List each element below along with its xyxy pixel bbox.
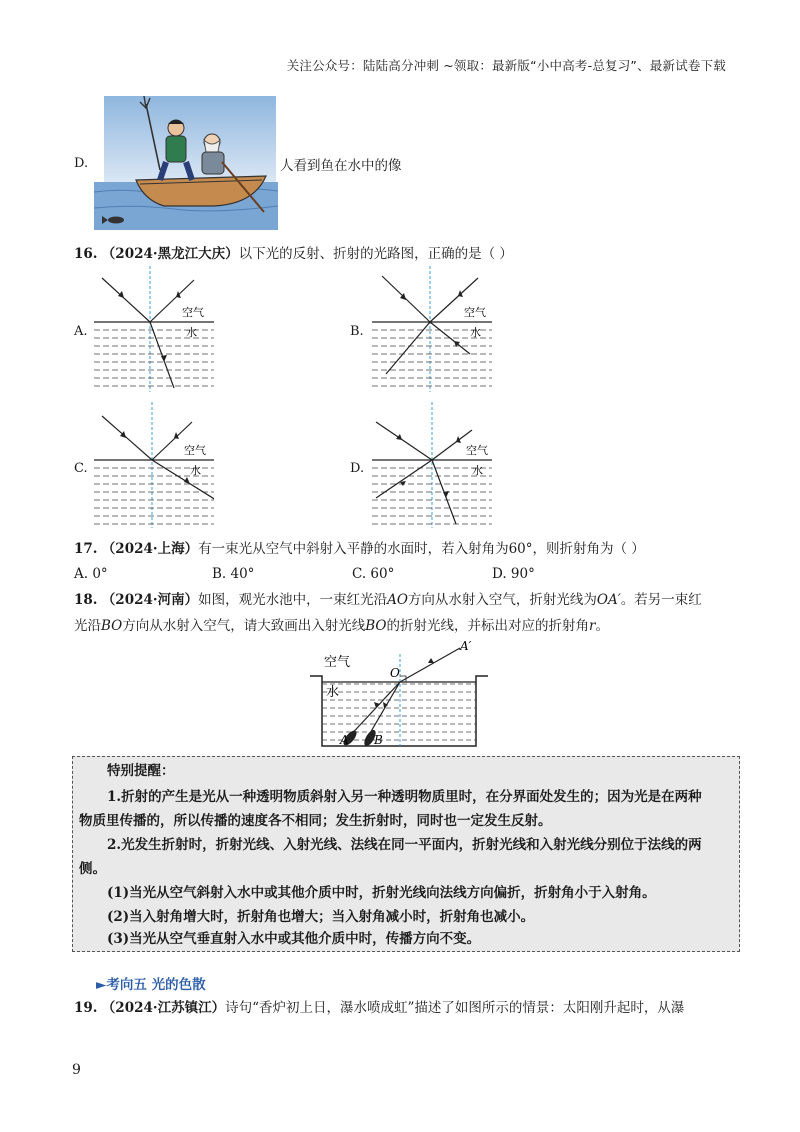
q16-number: 16.	[74, 246, 98, 262]
q19-stem	[74, 998, 684, 1018]
q18-text-1b: 方向从水射入空气，折射光线为	[407, 592, 597, 608]
tip-point-2b: 侧。	[79, 861, 106, 877]
q16-option-c-label: C.	[74, 461, 88, 476]
page-header: 关注公众号：陆陆高分冲刺 ~领取：最新版“小中高考-总复习”、最新试卷下载	[286, 58, 726, 73]
q18-text-2d: 。	[595, 618, 609, 634]
q18-point-a-prime: A′	[460, 640, 472, 653]
section-title: ►考向五 光的色散	[96, 977, 206, 993]
q17-choice-d: D. 90°	[492, 566, 535, 582]
q17-number: 17.	[74, 541, 98, 557]
q17-source: （2024·上海）	[101, 541, 199, 557]
special-reminder-box	[72, 756, 740, 952]
q18-text-2b: 方向从水射入空气，请大致画出入射光线	[122, 618, 366, 634]
tip-point-2a: 2.光发生折射时，折射光线、入射光线、法线在同一平面内，折射光线和入射光线分别位于法线的两	[107, 837, 702, 853]
q18-text-1c: 。若另一束红	[620, 592, 702, 608]
q17-stem	[74, 539, 645, 559]
tip-point-4: (2)当入射角增大时，折射角也增大；当入射角减小时，折射角也减小。	[107, 909, 535, 925]
q16-stem-text: 以下光的反射、折射的光路图，正确的是（ ）	[238, 246, 513, 262]
tip-point-5: (3)当光从空气垂直射入水中或其他介质中时，传播方向不变。	[107, 931, 481, 947]
q16-option-b-label: B.	[350, 324, 364, 339]
q16a-water-label: 水	[186, 326, 197, 339]
tip-point-1a: 1.折射的产生是光从一种透明物质斜射入另一种透明物质里时，在分界面处发生的；因为光是在两种	[107, 789, 702, 805]
q16-diagram-c	[94, 402, 214, 528]
tip-title: 特别提醒：	[107, 763, 175, 779]
q18-text-bo2: BO	[365, 618, 387, 634]
q16b-water-label: 水	[470, 326, 481, 339]
q18-text-2a: 光沿	[74, 618, 101, 634]
q19-stem-text: 诗句“香炉初上日，瀑水喷成虹”描述了如图所示的情景：太阳刚升起时，从瀑	[225, 1000, 685, 1016]
q18-pool-diagram	[310, 640, 490, 750]
q18-text-r: r	[589, 618, 596, 634]
q19-source: （2024·江苏镇江）	[101, 1000, 226, 1016]
q17-choice-b: B. 40°	[212, 566, 255, 582]
q18-point-a: A	[340, 733, 349, 747]
tip-point-3: (1)当光从空气斜射入水中或其他介质中时，折射光线向法线方向偏折，折射角小于入射角。	[107, 885, 656, 901]
q16-diagram-a	[94, 266, 214, 392]
tip-point-1b: 物质里传播的，所以传播的速度各不相同；发生折射时，同时也一定发生反射。	[79, 813, 552, 829]
q18-text-1a: 如图，观光水池中，一束红光沿	[198, 592, 388, 608]
q17-stem-text: 有一束光从空气中斜射入平静的水面时，若入射角为60°，则折射角为（ ）	[198, 541, 645, 557]
q18-number: 18.	[74, 592, 98, 608]
q16-option-a-label: A.	[74, 324, 88, 339]
fisherman-illustration	[94, 96, 278, 230]
q18-water-label: 水	[326, 685, 340, 700]
q16-source: （2024·黑龙江大庆）	[101, 246, 239, 262]
page-number: 9	[72, 1062, 81, 1078]
q18-point-b: B	[374, 733, 383, 747]
q18-text-ao: AO	[387, 592, 408, 608]
q17-choice-c: C. 60°	[352, 566, 395, 582]
q16-stem	[74, 244, 513, 264]
q15-option-d-text: 人看到鱼在水中的像	[280, 158, 402, 174]
q16-diagram-b	[372, 266, 492, 392]
q18-source: （2024·河南）	[101, 592, 199, 608]
q17-choice-a: A. 0°	[74, 566, 108, 582]
q15-option-d-label: D.	[74, 156, 89, 171]
q16d-air-label: 空气	[466, 444, 488, 457]
q18-point-o: O	[390, 666, 400, 680]
q16b-air-label: 空气	[464, 306, 486, 319]
q16-diagram-d	[372, 402, 492, 528]
q16a-air-label: 空气	[182, 306, 204, 319]
q18-text-oa: OA′	[596, 592, 621, 608]
q19-number: 19.	[74, 1000, 98, 1016]
q18-text-bo: BO	[101, 618, 123, 634]
q16d-water-label: 水	[472, 464, 483, 477]
q18-line2	[74, 616, 609, 636]
q18-text-2c: 的折射光线，并标出对应的折射角	[386, 618, 589, 634]
q16-option-d-label: D.	[350, 461, 365, 476]
q16c-air-label: 空气	[184, 444, 206, 457]
q16c-water-label: 水	[190, 464, 201, 477]
q18-line1	[74, 590, 702, 610]
q18-air-label: 空气	[324, 655, 351, 670]
